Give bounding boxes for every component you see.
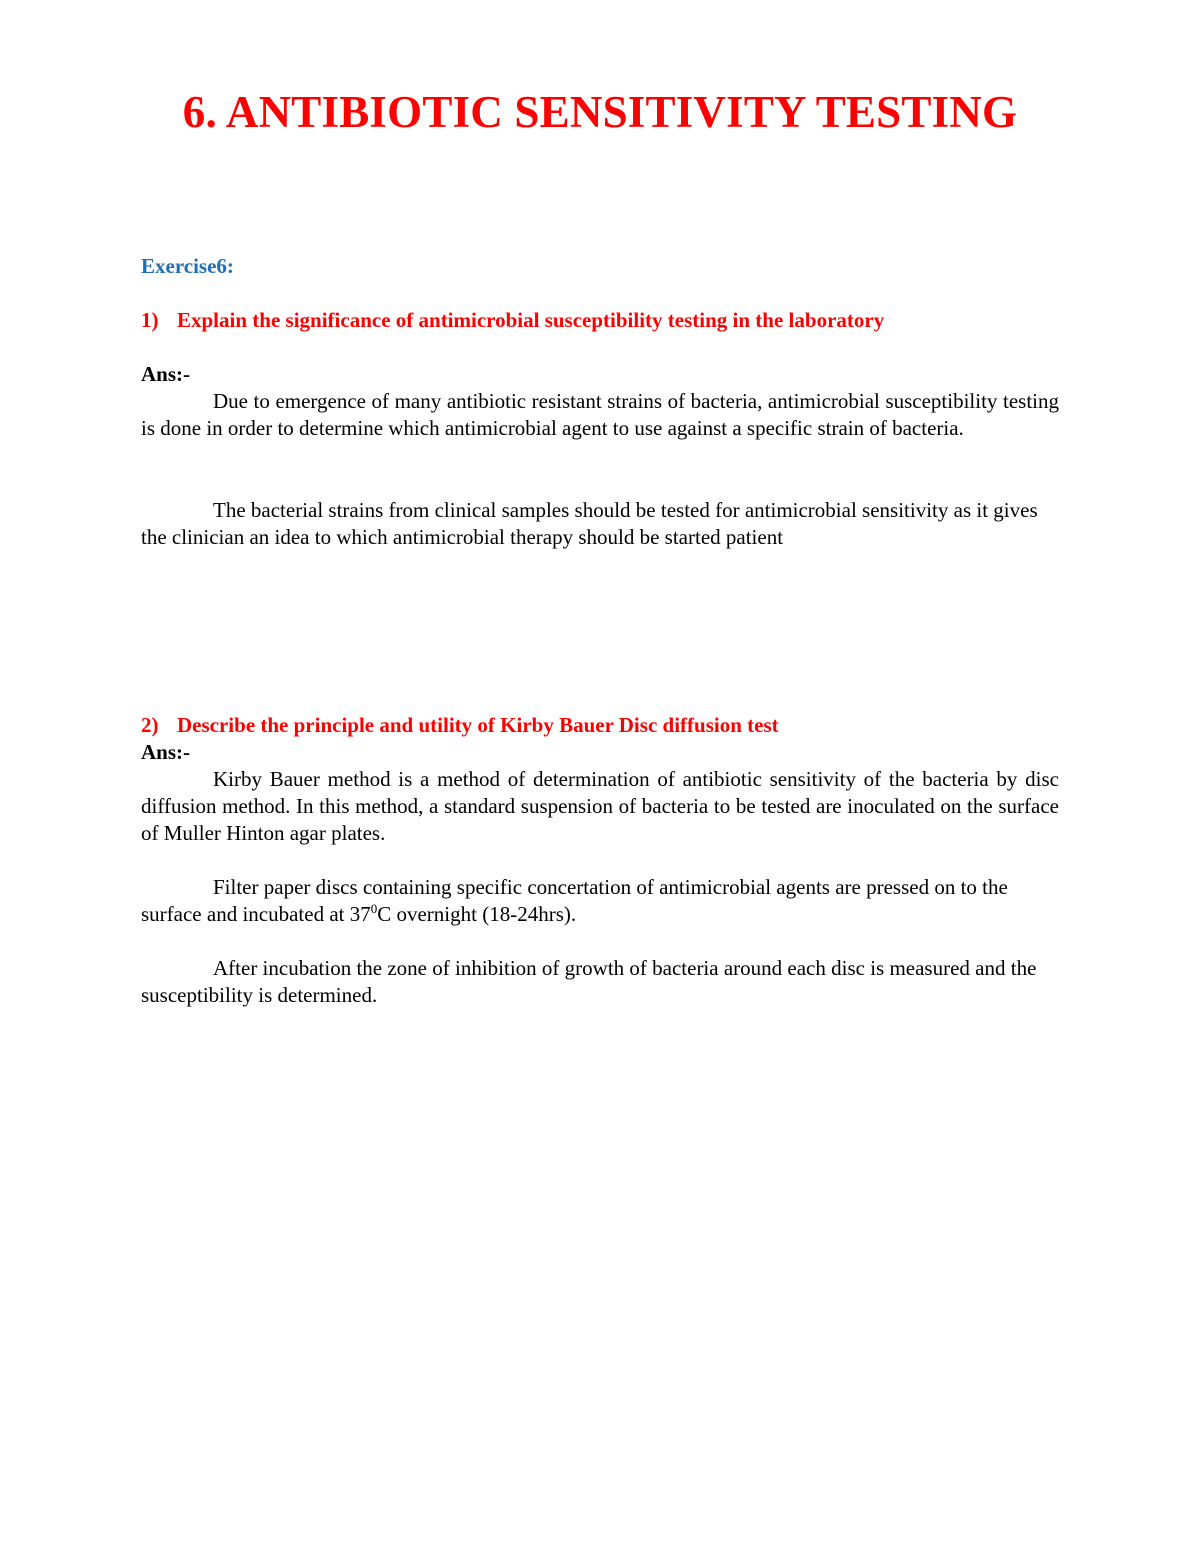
- question-text: Explain the significance of antimicrobial susceptibility testing in the laboratory: [177, 308, 885, 332]
- page-title: 6. ANTIBIOTIC SENSITIVITY TESTING: [182, 87, 1018, 137]
- question-number: 1): [141, 308, 159, 332]
- paragraph-text: C overnight (18-24hrs).: [377, 902, 577, 926]
- question-number: 2): [141, 713, 159, 737]
- answer-label: Ans:-: [141, 740, 191, 764]
- degree-superscript: 0: [370, 901, 378, 916]
- question-1: [141, 308, 884, 333]
- answer-paragraph: [141, 874, 1059, 928]
- exercise-label: Exercise6:: [141, 254, 234, 278]
- answer-paragraph: Kirby Bauer method is a method of determination of antibiotic sensitivity of the bacteria by disc diffusion method. In this method, a standard suspension of bacteria to be tested are inoculated on the surface of Muller Hinton agar plates.: [141, 767, 1059, 845]
- answer-paragraph: The bacterial strains from clinical samples should be tested for antimicrobial sensitivity as it gives the clinician an idea to which antimicrobial therapy should be started patient: [141, 498, 1038, 549]
- answer-label: Ans:-: [141, 362, 191, 386]
- paragraph-text: Filter paper discs containing specific concertation of antimicrobial agents are pressed on to the surface and incubated at 37: [141, 875, 1008, 926]
- answer-paragraph: After incubation the zone of inhibition of growth of bacteria around each disc is measured and the susceptibility is determined.: [141, 956, 1037, 1007]
- question-text: Describe the principle and utility of Kirby Bauer Disc diffusion test: [177, 713, 779, 737]
- answer-paragraph: Due to emergence of many antibiotic resistant strains of bacteria, antimicrobial susceptibility testing is done in order to determine which antimicrobial agent to use against a specific strain of bacteria.: [141, 389, 1059, 440]
- question-2: [141, 713, 779, 738]
